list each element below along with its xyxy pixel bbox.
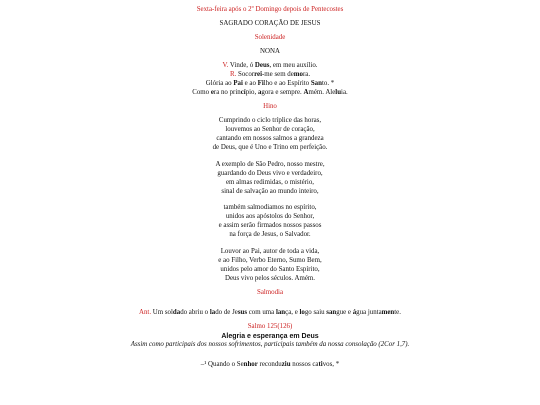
doxology-line-2 [0,89,540,98]
hymn-line: Cumprindo o ciclo tríplice das horas, [218,116,322,124]
hymn-line: guardando do Deus vivo e verdadeiro, [217,169,323,177]
date-line: Sexta-feira após o 2º Domingo depois de Pentecostes [196,6,344,13]
hymn-stanza [0,161,540,197]
text-segment: recondu [257,361,282,369]
opening-verse [0,62,540,71]
hymn-line: unidos pelo amor do Santo Espírito, [220,266,320,274]
stressed-syllable: sus [237,309,248,317]
psalm-verse-1 [0,361,540,370]
hymn-line: unidos aos apóstolos do Senhor, [225,213,315,221]
hymn-line: e ao Filho, Verbo Eterno, Sumo Bem, [218,257,322,265]
stressed-syllable: A [303,88,309,96]
text-segment: ça, e [285,309,300,317]
stressed-syllable: san [326,309,337,317]
text-segment: Socor [236,70,255,78]
stressed-syllable: rei [254,70,263,78]
text-segment: -me sem de [262,70,294,78]
text-segment: Como [192,88,211,96]
text-segment: gua junta [356,309,382,317]
text-segment: gue e [336,309,353,317]
text-segment: lho e ao Espírito [263,79,311,87]
feast-rank: Solenidade [254,33,286,41]
stressed-syllable: nhor [243,361,258,369]
text-segment: Vinde, ó [228,61,255,69]
rubric-marker: V. [222,61,229,69]
text-segment: gora e sempre. [261,88,304,96]
stressed-syllable: mo [293,70,303,78]
stressed-syllable: Deus [254,61,270,69]
text-segment: pio, [245,88,258,96]
stressed-syllable: a [257,88,262,96]
text-segment: ra no prin [213,88,241,96]
hour-title: NONA [260,47,280,55]
hymn-line: A exemplo de São Pedro, nosso mestre, [215,160,325,168]
antiphon [0,309,540,318]
stressed-syllable: ziu [281,361,291,369]
text-segment: com uma [247,309,276,317]
hymn-line: na força de Jesus, o Salvador. [229,231,311,239]
hymn-stanza [0,204,540,240]
hymn-line: sinal de salvação ao mundo inteiro, [221,187,319,195]
hymn-line: Deus vivo pelos séculos. Amém. [225,275,315,283]
hymn-line: e assim serão firmados nossos passos [218,222,322,230]
stressed-syllable: Pai [233,79,243,87]
opening-response [0,71,540,80]
psalm-note: Assim como participais dos nossos sofrimentos, participais também da nossa consolação (2Cor 1,7). [130,341,410,349]
text-segment: , em meu auxílio. [269,61,318,69]
text-segment: ia. [341,88,348,96]
hymn [0,117,540,285]
text-segment: Um sol [151,309,173,317]
stressed-syllable: lan [275,309,286,317]
hymn-line: cantando em nossos salmos a grandeza [216,134,324,142]
text-segment: e ao [242,79,258,87]
stressed-syllable: lu [335,88,342,96]
psalm-reference: Salmo 125(126) [247,323,293,331]
stressed-syllable: e [210,88,214,96]
text-segment: ra. [302,70,311,78]
doxology-line-1 [0,80,540,89]
stressed-syllable: San [310,79,322,87]
text-segment: –¹ Quando o Se [200,361,244,369]
rubric-marker: R. [229,70,237,78]
text-segment: vos, * [322,361,340,369]
psalmody-title: Salmodia [256,289,284,297]
stressed-syllable: da [172,309,181,317]
hymn-line: também salmodiamos no espírito, [223,204,317,212]
psalm-title: Alegria e esperança em Deus [221,333,319,341]
text-segment: mém. Ale [308,88,336,96]
feast-title: SAGRADO CORAÇÃO DE JESUS [219,19,321,27]
hymn-line: em almas redimidas, o mistério, [225,178,315,186]
hymn-stanza [0,117,540,153]
stressed-syllable: cí [240,88,246,96]
text-segment: do abriu o [180,309,210,317]
hymn-line: de Deus, que é Uno e Trino em perfeição. [212,143,328,151]
stressed-syllable: la [209,309,216,317]
text-segment: do de Je [215,309,238,317]
rubric-marker: Ant. [139,309,152,317]
text-segment: nossos ca [290,361,319,369]
hymn-stanza [0,248,540,284]
stressed-syllable: men [381,309,395,317]
text-segment: go saiu [304,309,327,317]
stressed-syllable: lo [299,309,305,317]
text-segment: Glória ao [205,79,234,87]
stressed-syllable: á [352,309,357,317]
hymn-line: Louvor ao Pai, autor de toda a vida, [220,248,320,256]
hymn-title: Hino [263,102,277,110]
stressed-syllable: ti [318,361,323,369]
text-segment: te. [394,309,401,317]
text-segment: to. * [321,79,335,87]
opening-verses [0,62,540,98]
hymn-line: louvemos ao Senhor de coração, [225,125,315,133]
stressed-syllable: Fi [257,79,264,87]
